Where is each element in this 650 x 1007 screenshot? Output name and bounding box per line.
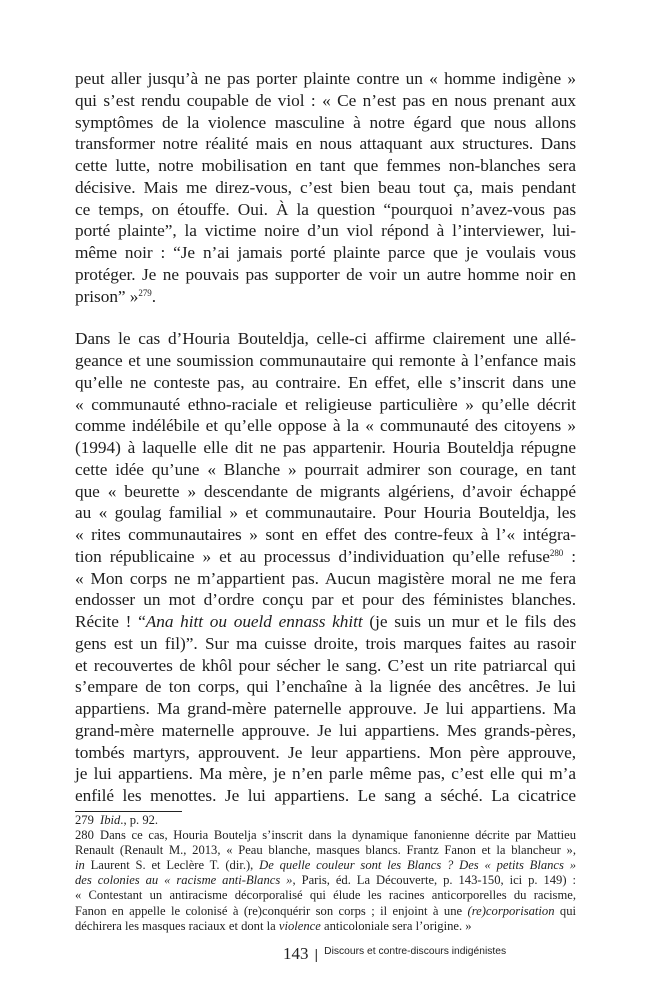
footnote-text: Dans ce cas, Houria Boutelja s’inscrit dans la dynamique fanonienne décrite par Mattieu [100,828,576,843]
footnote-text: anticoloniale sera l’origine. » [320,918,472,933]
paragraph-1 [75,68,576,307]
footnotes [75,813,576,934]
text-line: je lui appartiens. Ma mère, je n’en parle même pas, c’est elle qui m’a [75,764,576,784]
footnote-ref-280[interactable]: 280 [549,547,564,558]
text-line: comme indélébile et qu’elle oppose à la « communauté des citoyens » [75,416,576,436]
footnote-279 [75,813,576,828]
footnote-280-line [75,904,576,919]
footnote-italic: in [75,858,85,873]
text-line: « Mon corps ne m’appartient pas. Aucun magistère moral ne me fera [75,568,576,588]
footnote-italic: Ibid [100,813,121,827]
text-line: gens est un fil)”. Sur ma cuisse droite, trois marques faites au rasoir [75,633,576,653]
text-line: porté plainte”, la victime noire d’un viol répond à l’interviewer, lui- [75,221,576,241]
footnote-text: ., p. 92. [120,813,159,827]
text-fragment: tion républicaine » et au processus d’individuation qu’elle refuse [75,546,550,566]
footnote-text: , Paris, éd. La Découverte, p. 143-150, ici p. 149) : [292,873,576,888]
text-fragment: . [151,286,157,306]
text-line: enfilé les menottes. Je lui appartiens. Le sang a séché. La cicatrice [75,786,576,805]
text-line [75,286,576,308]
page-footer [283,944,506,964]
footnote-italic: De quelle couleur sont les Blancs ? Des « petits Blancs » [259,858,577,873]
text-line: qui s’est rendu coupable de viol : « Ce n’est pas en nous prenant aux [75,90,576,110]
footnote-280-line [75,873,576,888]
page-number: 143 [283,944,309,963]
running-title: Discours et contre-discours indigénistes [324,946,507,957]
text-line: tombés martyrs, approuvent. Je leur appartiens. Mon père approuve, [75,742,576,762]
text-line: au « goulag familial » et communautaire. Pour Houria Bouteldja, les [75,503,576,523]
folio-separator: | [314,946,319,962]
text-line: protéger. Je ne pouvais pas supporter de voir un autre homme noir en [75,264,576,284]
text-fragment: : [563,546,576,566]
footnote-ref-279[interactable]: 279 [138,287,152,298]
text-line: que « beurette » descendante de migrants algériens, d’avoir échappé [75,481,576,501]
text-line: transformer notre réalité mais en nous attaquant aux structures. Dans [75,134,576,154]
paragraph-2 [75,328,576,807]
text-line [75,611,576,633]
footnote-divider [75,811,182,812]
text-fragment: Récite ! “ [75,612,146,631]
footnote-280-line: Renault (Renault M., 2013, « Peau blanche, masques blancs. Frantz Fanon et la blancheur », [75,843,576,858]
footnote-text: Fanon en appelle le colonisé à (re)conquérir son corps ; il enjoint à une [75,903,468,918]
italic-quote: Ana hitt ou oueld ennass khitt [145,612,363,631]
footnote-280-line [75,828,576,843]
footnote-280-line [75,919,576,934]
footnote-italic: des colonies au « racisme anti-Blancs » [75,873,293,888]
text-line: endosser un mot d’ordre conçu par et pour des féministes blanches. [75,590,576,610]
footnote-text: déchirera les masques raciaux et dont la [75,918,279,933]
text-line: (1994) à laquelle elle dit ne pas appartenir. Houria Bouteldja répugne [75,438,576,457]
page-body [75,68,576,807]
text-line: même noir : “Je n’ai jamais porté plainte parce que je voulais vous [75,243,576,262]
footnote-italic: (re)corporisation [467,903,555,918]
text-line: qu’elle ne conteste pas, au contraire. En effet, elle s’inscrit dans une [75,372,576,392]
text-line: Dans le cas d’Houria Bouteldja, celle-ci affirme clairement une allé- [75,329,576,349]
text-line: « communauté ethno-raciale et religieuse particulière » qu’elle décrit [75,394,576,414]
footnote-280-line [75,858,576,873]
text-line: s’empare de ton corps, qui l’enchaîne à la lignée des ancêtres. Je lui [75,677,576,697]
text-line: décisive. Mais me direz-vous, c’est bien beau tout ça, mais pendant [75,177,576,197]
text-line: et recouvertes de khôl pour sécher le sang. C’est un rite patriarcal qui [75,655,576,675]
text-line: ce temps, on étouffe. Oui. À la question “pourquoi n’avez-vous pas [75,199,576,219]
footnote-280-line: « Contestant un antiracisme décorporalisé qui élude les racines anticorporelles du racisme, [75,888,576,903]
footnote-italic: violence [278,918,321,933]
text-line: geance et une soumission communautaire qui remonte à l’enfance mais [75,351,576,370]
text-line [75,546,576,568]
text-line: cette lutte, notre mobilisation en tant que femmes non-blanches sera [75,156,576,175]
text-line: grand-mère maternelle approuve. Je lui appartiens. Mes grands-pères, [75,720,576,740]
footnote-number: 280 [75,828,94,843]
text-line: « rites communautaires » sont en effet des contre-feux à l’« intégra- [75,525,576,544]
footnote-number: 279 [75,813,94,827]
text-line: cette idée qu’une « Blanche » pourrait admirer son courage, en tant [75,459,576,479]
text-line: peut aller jusqu’à ne pas porter plainte contre un « homme indigène » [75,69,576,88]
footnote-text: Laurent S. et Leclère T. (dir.), [84,858,260,873]
text-fragment: (je suis un mur et le fils des [362,612,576,631]
text-line: appartiens. Ma grand-mère paternelle approuve. Je lui appartiens. Ma [75,699,576,718]
footnote-text: qui [554,903,576,918]
text-line: symptômes de la violence masculine à notre égard que nous allons [75,112,576,132]
text-fragment: prison” » [75,286,139,306]
